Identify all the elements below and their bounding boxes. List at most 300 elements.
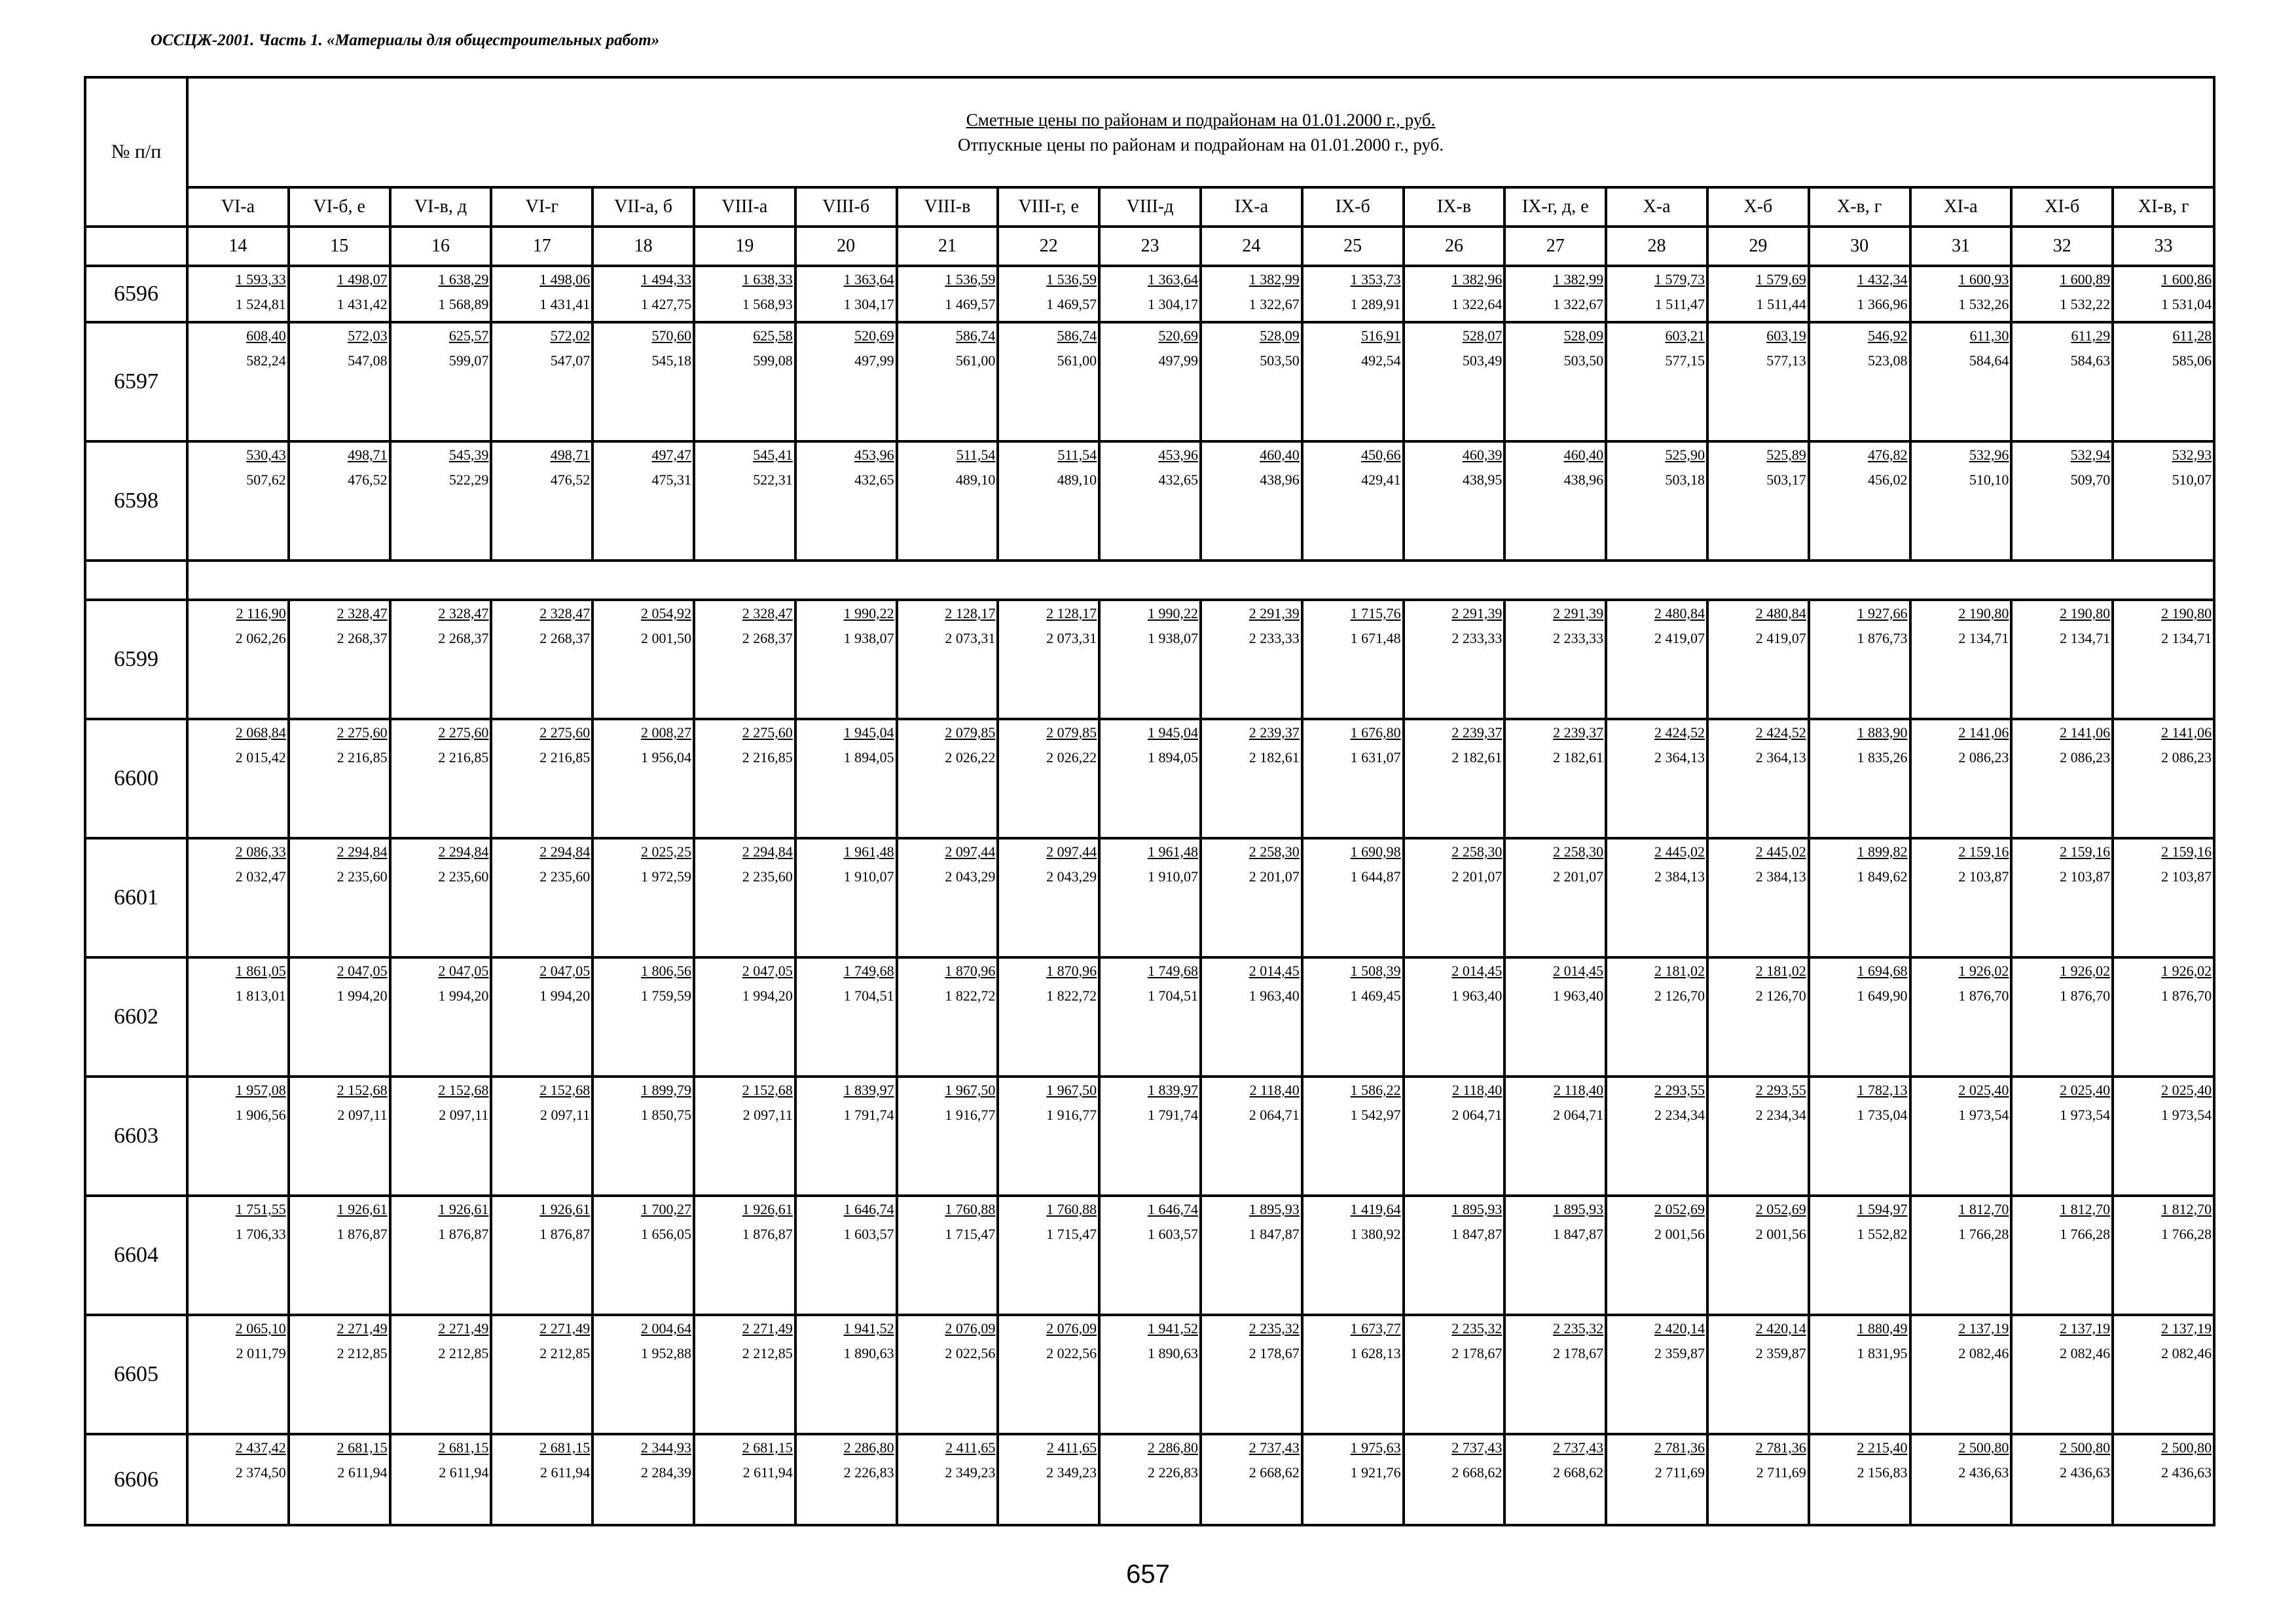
release-price: 2 268,37 — [438, 630, 489, 646]
price-cell — [491, 441, 592, 561]
estimate-price: 2 047,05 — [539, 963, 591, 979]
release-price: 2 062,26 — [235, 630, 286, 646]
release-price: 2 082,46 — [1958, 1345, 2009, 1361]
release-price: 1 876,70 — [2060, 987, 2111, 1004]
release-price: 1 963,40 — [1553, 987, 1604, 1004]
estimate-price: 525,90 — [1665, 447, 1705, 463]
price-cell — [1910, 957, 2012, 1077]
estimate-price: 1 806,56 — [640, 963, 691, 979]
estimate-price: 2 411,65 — [945, 1439, 996, 1456]
estimate-price: 2 258,30 — [1248, 843, 1300, 860]
release-price: 476,52 — [550, 471, 591, 488]
estimate-price: 2 152,68 — [742, 1082, 793, 1098]
release-price: 1 631,07 — [1350, 749, 1401, 766]
blank-cell — [85, 561, 187, 600]
estimate-price: 1 967,50 — [1046, 1082, 1097, 1098]
region-header: IX-г, д, е — [1504, 187, 1606, 227]
table-row — [85, 266, 2214, 322]
release-price: 2 235,60 — [539, 868, 591, 885]
column-number: 21 — [897, 227, 998, 266]
estimate-price: 2 275,60 — [337, 724, 388, 741]
release-price: 2 226,83 — [1147, 1464, 1198, 1481]
release-price: 2 086,23 — [2060, 749, 2111, 766]
estimate-price: 2 116,90 — [236, 605, 286, 621]
price-cell — [2011, 1315, 2113, 1434]
price-cell — [1910, 266, 2012, 322]
price-cell — [998, 322, 1099, 441]
price-cell — [491, 1196, 592, 1315]
estimate-price: 2 681,15 — [742, 1439, 793, 1456]
estimate-price: 1 690,98 — [1350, 843, 1401, 860]
price-cell — [998, 838, 1099, 957]
price-cell — [187, 838, 289, 957]
price-cell — [694, 441, 795, 561]
release-price: 1 973,54 — [2060, 1107, 2111, 1123]
estimate-price: 1 382,99 — [1248, 271, 1300, 287]
release-price: 2 134,71 — [2060, 630, 2111, 646]
release-price: 2 086,23 — [1958, 749, 2009, 766]
release-price: 1 431,41 — [539, 296, 591, 312]
price-cell — [1707, 1077, 1809, 1196]
release-price: 1 835,26 — [1857, 749, 1908, 766]
release-price: 2 001,50 — [640, 630, 691, 646]
release-price: 2 233,33 — [1451, 630, 1503, 646]
estimate-price: 1 432,34 — [1857, 271, 1908, 287]
release-price: 1 876,70 — [1958, 987, 2009, 1004]
estimate-price: 2 235,32 — [1248, 1320, 1300, 1337]
release-price: 2 711,69 — [1756, 1464, 1806, 1481]
release-price: 2 359,87 — [1755, 1345, 1806, 1361]
estimate-price: 1 579,69 — [1755, 271, 1806, 287]
price-cell — [289, 1077, 390, 1196]
price-cell — [1707, 1434, 1809, 1525]
estimate-price: 2 500,80 — [2161, 1439, 2212, 1456]
price-cell — [289, 266, 390, 322]
release-price: 2 235,60 — [742, 868, 793, 885]
estimate-price: 2 190,80 — [2060, 605, 2111, 621]
price-cell — [1809, 1315, 1910, 1434]
estimate-price: 611,30 — [1969, 327, 2009, 344]
release-price: 2 032,47 — [235, 868, 286, 885]
price-cell — [2011, 600, 2113, 719]
price-cell — [1504, 1434, 1606, 1525]
price-cell — [897, 1315, 998, 1434]
release-price: 438,96 — [1260, 471, 1300, 488]
release-price: 1 847,87 — [1451, 1226, 1503, 1242]
blank-row — [85, 561, 2214, 600]
estimate-price: 1 839,97 — [1147, 1082, 1198, 1098]
release-price: 523,08 — [1868, 352, 1908, 369]
release-price: 1 511,44 — [1756, 296, 1806, 312]
estimate-price: 1 638,33 — [742, 271, 793, 287]
release-price: 2 097,11 — [439, 1107, 489, 1123]
estimate-price: 1 536,59 — [945, 271, 996, 287]
estimate-price: 532,96 — [1969, 447, 2009, 463]
release-price: 577,13 — [1766, 352, 1806, 369]
price-cell — [1606, 266, 1707, 322]
estimate-price: 2 025,25 — [640, 843, 691, 860]
estimate-price: 2 052,69 — [1654, 1201, 1705, 1217]
price-cell — [1504, 1315, 1606, 1434]
row-number: 6596 — [85, 266, 187, 322]
release-price: 492,54 — [1361, 352, 1401, 369]
table-row — [85, 441, 2214, 561]
estimate-price: 2 097,44 — [1046, 843, 1097, 860]
estimate-price: 1 694,68 — [1857, 963, 1908, 979]
estimate-price: 1 883,90 — [1857, 724, 1908, 741]
price-cell — [390, 838, 492, 957]
price-cell — [897, 719, 998, 838]
estimate-price: 2 118,40 — [1553, 1082, 1604, 1098]
price-cell — [1606, 719, 1707, 838]
price-cell — [1404, 322, 1505, 441]
release-price: 1 956,04 — [640, 749, 691, 766]
estimate-price: 603,21 — [1665, 327, 1705, 344]
release-price: 2 419,07 — [1755, 630, 1806, 646]
table-row — [85, 838, 2214, 957]
price-cell — [795, 838, 897, 957]
release-price: 1 876,73 — [1857, 630, 1908, 646]
price-cell — [390, 322, 492, 441]
estimate-price: 586,74 — [1057, 327, 1097, 344]
price-cell — [998, 600, 1099, 719]
estimate-price: 611,28 — [2172, 327, 2212, 344]
release-price: 2 082,46 — [2161, 1345, 2212, 1361]
release-prices-title: Отпускные цены по районам и подрайонам на 01.01.2000 г., руб. — [958, 135, 1444, 155]
estimate-price: 586,74 — [955, 327, 996, 344]
release-price: 2 064,71 — [1248, 1107, 1300, 1123]
estimate-price: 2 294,84 — [337, 843, 388, 860]
release-price: 2 235,60 — [438, 868, 489, 885]
estimate-price: 2 076,09 — [945, 1320, 996, 1337]
release-price: 577,15 — [1665, 352, 1705, 369]
release-price: 2 097,11 — [540, 1107, 591, 1123]
price-cell — [1606, 322, 1707, 441]
release-price: 1 766,28 — [2161, 1226, 2212, 1242]
estimate-price: 2 152,68 — [337, 1082, 388, 1098]
price-cell — [1302, 957, 1404, 1077]
region-header: VIII-г, е — [998, 187, 1099, 227]
price-cell — [187, 266, 289, 322]
price-cell — [1707, 441, 1809, 561]
release-price: 1 973,54 — [1958, 1107, 2009, 1123]
price-cell — [897, 441, 998, 561]
release-price: 432,65 — [854, 471, 894, 488]
release-price: 2 349,23 — [945, 1464, 996, 1481]
release-price: 1 531,04 — [2161, 296, 2212, 312]
release-price: 503,49 — [1462, 352, 1503, 369]
price-cell — [694, 1077, 795, 1196]
release-price: 1 656,05 — [640, 1226, 691, 1242]
release-price: 1 876,70 — [2161, 987, 2212, 1004]
release-price: 2 234,34 — [1755, 1107, 1806, 1123]
estimate-price: 2 737,43 — [1248, 1439, 1300, 1456]
column-number: 16 — [390, 227, 492, 266]
release-price: 503,17 — [1766, 471, 1806, 488]
column-number: 32 — [2011, 227, 2113, 266]
estimate-price: 545,39 — [448, 447, 489, 463]
price-cell — [1201, 1315, 1302, 1434]
release-price: 1 890,63 — [843, 1345, 894, 1361]
price-cell — [2113, 838, 2214, 957]
price-cell — [187, 957, 289, 1077]
estimate-price: 1 600,89 — [2060, 271, 2111, 287]
release-price: 1 847,87 — [1553, 1226, 1604, 1242]
estimate-price: 2 424,52 — [1755, 724, 1806, 741]
estimate-price: 2 681,15 — [337, 1439, 388, 1456]
release-price: 2 073,31 — [945, 630, 996, 646]
estimate-price: 525,89 — [1766, 447, 1806, 463]
price-cell — [2113, 1434, 2214, 1525]
release-price: 1 849,62 — [1857, 868, 1908, 885]
price-cell — [1606, 957, 1707, 1077]
estimate-price: 2 137,19 — [1958, 1320, 2009, 1337]
release-price: 2 216,85 — [438, 749, 489, 766]
release-price: 2 359,87 — [1654, 1345, 1705, 1361]
column-number: 27 — [1504, 227, 1606, 266]
price-cell — [694, 600, 795, 719]
price-cell — [1707, 1315, 1809, 1434]
release-price: 2 212,85 — [742, 1345, 793, 1361]
release-price: 2 178,67 — [1553, 1345, 1604, 1361]
price-cell — [187, 441, 289, 561]
estimate-price: 2 235,32 — [1553, 1320, 1604, 1337]
release-price: 522,29 — [448, 471, 489, 488]
price-cell — [2011, 957, 2113, 1077]
region-header: IX-а — [1201, 187, 1302, 227]
estimate-price: 2 118,40 — [1249, 1082, 1300, 1098]
estimate-price: 2 480,84 — [1654, 605, 1705, 621]
release-price: 1 813,01 — [235, 987, 286, 1004]
release-price: 1 973,54 — [2161, 1107, 2212, 1123]
estimate-price: 2 737,43 — [1553, 1439, 1604, 1456]
price-cell — [1707, 957, 1809, 1077]
release-price: 1 644,87 — [1350, 868, 1401, 885]
price-cell — [390, 266, 492, 322]
price-cell — [2011, 266, 2113, 322]
price-cell — [1910, 322, 2012, 441]
release-price: 1 704,51 — [1147, 987, 1198, 1004]
release-price: 2 284,39 — [640, 1464, 691, 1481]
price-cell — [2011, 1077, 2113, 1196]
price-cell — [390, 1434, 492, 1525]
price-cell — [1707, 1196, 1809, 1315]
price-cell — [897, 838, 998, 957]
price-cell — [491, 719, 592, 838]
price-cell — [1404, 1434, 1505, 1525]
region-header: X-в, г — [1809, 187, 1910, 227]
release-price: 584,64 — [1969, 352, 2009, 369]
estimate-price: 1 579,73 — [1654, 271, 1705, 287]
estimate-price: 1 941,52 — [843, 1320, 894, 1337]
estimate-price: 1 508,39 — [1350, 963, 1401, 979]
estimate-price: 546,92 — [1868, 327, 1908, 344]
estimate-price: 2 275,60 — [539, 724, 591, 741]
price-cell — [1504, 1077, 1606, 1196]
estimate-price: 1 749,68 — [843, 963, 894, 979]
price-cell — [491, 600, 592, 719]
release-price: 1 469,45 — [1350, 987, 1401, 1004]
release-price: 1 289,91 — [1350, 296, 1401, 312]
release-price: 497,99 — [854, 352, 894, 369]
price-cell — [592, 266, 694, 322]
release-price: 2 082,46 — [2060, 1345, 2111, 1361]
price-cell — [592, 719, 694, 838]
price-cell — [795, 600, 897, 719]
estimate-price: 1 638,29 — [438, 271, 489, 287]
price-cell — [1606, 1434, 1707, 1525]
estimate-price: 1 899,79 — [640, 1082, 691, 1098]
release-price: 2 668,62 — [1451, 1464, 1503, 1481]
estimate-price: 2 137,19 — [2060, 1320, 2111, 1337]
release-price: 2 349,23 — [1046, 1464, 1097, 1481]
estimate-price: 1 353,73 — [1350, 271, 1401, 287]
region-header: VIII-д — [1099, 187, 1201, 227]
estimate-price: 2 239,37 — [1248, 724, 1300, 741]
price-cell — [897, 1434, 998, 1525]
price-cell — [1910, 838, 2012, 957]
price-cell — [1809, 1077, 1910, 1196]
estimate-price: 528,09 — [1260, 327, 1300, 344]
release-price: 1 706,33 — [235, 1226, 286, 1242]
price-cell — [1910, 719, 2012, 838]
price-cell — [1809, 266, 1910, 322]
page-number: 657 — [1126, 1560, 1170, 1589]
release-price: 2 201,07 — [1553, 868, 1604, 885]
estimate-price: 450,66 — [1361, 447, 1401, 463]
price-cell — [897, 1196, 998, 1315]
price-cell — [1099, 1077, 1201, 1196]
price-cell — [694, 1196, 795, 1315]
price-cell — [1404, 1315, 1505, 1434]
estimate-price: 520,69 — [854, 327, 894, 344]
estimate-price: 2 286,80 — [1147, 1439, 1198, 1456]
release-price: 1 916,77 — [1046, 1107, 1097, 1123]
release-price: 1 759,59 — [640, 987, 691, 1004]
estimate-price: 2 054,92 — [640, 605, 691, 621]
estimate-price: 2 025,40 — [2060, 1082, 2111, 1098]
release-price: 489,10 — [1057, 471, 1097, 488]
release-price: 522,31 — [753, 471, 793, 488]
release-price: 1 876,87 — [742, 1226, 793, 1242]
estimate-price: 453,96 — [1158, 447, 1198, 463]
estimate-price: 2 328,47 — [438, 605, 489, 621]
table-row — [85, 1077, 2214, 1196]
estimate-price: 2 065,10 — [235, 1320, 286, 1337]
release-price: 1 847,87 — [1248, 1226, 1300, 1242]
release-price: 1 938,07 — [1147, 630, 1198, 646]
release-price: 2 611,94 — [439, 1464, 489, 1481]
price-cell — [390, 600, 492, 719]
price-cell — [2011, 322, 2113, 441]
estimate-price: 2 271,49 — [438, 1320, 489, 1337]
release-price: 1 524,81 — [235, 296, 286, 312]
price-cell — [592, 1196, 694, 1315]
estimate-price: 498,71 — [550, 447, 591, 463]
column-number: 18 — [592, 227, 694, 266]
release-price: 1 649,90 — [1857, 987, 1908, 1004]
price-cell — [1809, 719, 1910, 838]
price-cell — [1504, 322, 1606, 441]
column-number: 20 — [795, 227, 897, 266]
estimate-price: 2 480,84 — [1755, 605, 1806, 621]
price-cell — [1099, 1196, 1201, 1315]
release-price: 1 791,74 — [1147, 1107, 1198, 1123]
estimate-price: 570,60 — [651, 327, 691, 344]
estimate-price: 2 025,40 — [2161, 1082, 2212, 1098]
release-price: 599,07 — [448, 352, 489, 369]
estimate-price: 2 014,45 — [1451, 963, 1503, 979]
column-number: 29 — [1707, 227, 1809, 266]
release-price: 1 715,47 — [945, 1226, 996, 1242]
estimate-price: 2 258,30 — [1553, 843, 1604, 860]
column-number: 31 — [1910, 227, 2012, 266]
release-price: 1 890,63 — [1147, 1345, 1198, 1361]
price-cell — [998, 1434, 1099, 1525]
estimate-price: 2 239,37 — [1451, 724, 1503, 741]
estimate-price: 2 235,32 — [1451, 1320, 1503, 1337]
price-cell — [187, 719, 289, 838]
table-row — [85, 957, 2214, 1077]
column-number: 26 — [1404, 227, 1505, 266]
estimate-price: 2 141,06 — [2060, 724, 2111, 741]
price-cell — [289, 1196, 390, 1315]
price-cell — [1606, 1077, 1707, 1196]
estimate-price: 1 926,02 — [1958, 963, 2009, 979]
release-price: 2 022,56 — [945, 1345, 996, 1361]
release-price: 1 876,87 — [337, 1226, 388, 1242]
release-price: 1 603,57 — [843, 1226, 894, 1242]
region-header: X-а — [1606, 187, 1707, 227]
release-price: 1 322,64 — [1451, 296, 1503, 312]
release-price: 1 876,87 — [539, 1226, 591, 1242]
release-price: 1 963,40 — [1451, 987, 1503, 1004]
estimate-price: 1 895,93 — [1451, 1201, 1503, 1217]
table-row — [85, 322, 2214, 441]
release-price: 1 994,20 — [438, 987, 489, 1004]
price-cell — [2011, 441, 2113, 561]
release-price: 2 611,94 — [337, 1464, 388, 1481]
release-price: 1 766,28 — [1958, 1226, 2009, 1242]
price-cell — [491, 266, 592, 322]
price-cell — [998, 957, 1099, 1077]
estimate-price: 2 681,15 — [539, 1439, 591, 1456]
price-cell — [1606, 600, 1707, 719]
price-cell — [1606, 1196, 1707, 1315]
release-price: 547,08 — [348, 352, 388, 369]
estimate-price: 2 411,65 — [1046, 1439, 1097, 1456]
table-title — [187, 77, 2214, 187]
estimate-prices-title: Сметные цены по районам и подрайонам на 01.01.2000 г., руб. — [966, 110, 1436, 130]
release-price: 1 322,67 — [1553, 296, 1604, 312]
release-price: 1 994,20 — [539, 987, 591, 1004]
row-number: 6603 — [85, 1077, 187, 1196]
estimate-price: 1 600,93 — [1958, 271, 2009, 287]
row-number: 6599 — [85, 600, 187, 719]
release-price: 585,06 — [2172, 352, 2212, 369]
estimate-price: 1 382,96 — [1451, 271, 1503, 287]
release-price: 2 268,37 — [539, 630, 591, 646]
estimate-price: 1 536,59 — [1046, 271, 1097, 287]
row-number: 6600 — [85, 719, 187, 838]
estimate-price: 1 945,04 — [843, 724, 894, 741]
release-price: 1 831,95 — [1857, 1345, 1908, 1361]
price-cell — [897, 322, 998, 441]
estimate-price: 1 363,64 — [1147, 271, 1198, 287]
estimate-price: 528,07 — [1462, 327, 1503, 344]
price-cell — [2113, 600, 2214, 719]
estimate-price: 1 870,96 — [945, 963, 996, 979]
